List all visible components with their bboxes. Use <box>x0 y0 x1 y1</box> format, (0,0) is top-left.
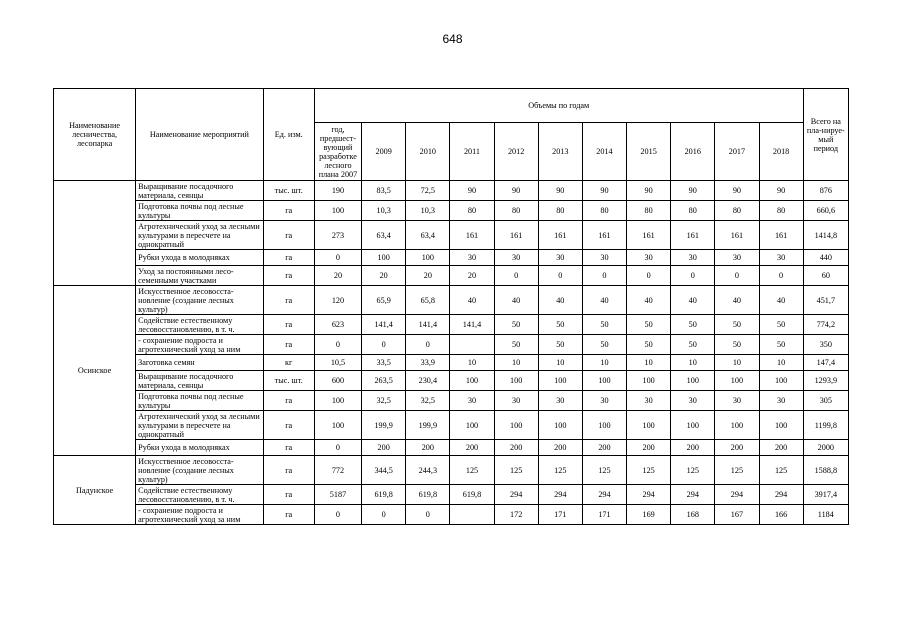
value-cell: 30 <box>538 250 582 266</box>
activity-name: Искусственное лесовосста-новление (создание лесных культур) <box>136 286 263 315</box>
value-cell: 100 <box>671 411 715 440</box>
unit-cell: га <box>263 456 314 485</box>
total-cell: 876 <box>803 181 848 201</box>
value-cell: 100 <box>627 371 671 391</box>
value-cell: 0 <box>314 505 361 525</box>
header-year: 2009 <box>362 123 406 181</box>
value-cell: 90 <box>627 181 671 201</box>
value-cell: 100 <box>406 250 450 266</box>
table-row <box>54 391 849 411</box>
value-cell: 100 <box>582 411 626 440</box>
unit-cell: га <box>263 201 314 221</box>
value-cell: 200 <box>671 440 715 456</box>
unit-cell: га <box>263 335 314 355</box>
table-row <box>54 201 849 221</box>
total-cell: 774,2 <box>803 315 848 335</box>
value-cell: 141,4 <box>406 315 450 335</box>
activity-name: Заготовка семян <box>136 355 263 371</box>
total-cell: 3917,4 <box>803 485 848 505</box>
value-cell: 33,5 <box>362 355 406 371</box>
value-cell: 30 <box>715 391 759 411</box>
forestry-name <box>54 181 136 286</box>
value-cell: 166 <box>759 505 803 525</box>
activity-name: Подготовка почвы под лесные культуры <box>136 201 263 221</box>
value-cell: 90 <box>671 181 715 201</box>
value-cell: 161 <box>494 221 538 250</box>
value-cell: 294 <box>715 485 759 505</box>
value-cell: 623 <box>314 315 361 335</box>
total-cell: 2000 <box>803 440 848 456</box>
unit-cell: га <box>263 286 314 315</box>
value-cell: 200 <box>627 440 671 456</box>
unit-cell: га <box>263 411 314 440</box>
value-cell: 171 <box>582 505 626 525</box>
value-cell: 0 <box>362 505 406 525</box>
total-cell: 1293,9 <box>803 371 848 391</box>
value-cell: 0 <box>314 335 361 355</box>
activity-name: - сохранение подроста и агротехнический уход за ним <box>136 335 263 355</box>
value-cell: 100 <box>494 371 538 391</box>
value-cell: 120 <box>314 286 361 315</box>
activity-name: - сохранение подроста и агротехнический уход за ним <box>136 505 263 525</box>
value-cell: 10 <box>450 355 494 371</box>
value-cell: 32,5 <box>362 391 406 411</box>
value-cell: 619,8 <box>406 485 450 505</box>
value-cell: 230,4 <box>406 371 450 391</box>
value-cell: 10 <box>582 355 626 371</box>
value-cell: 100 <box>715 411 759 440</box>
value-cell: 10 <box>538 355 582 371</box>
value-cell: 80 <box>759 201 803 221</box>
value-cell: 125 <box>450 456 494 485</box>
table-row <box>54 456 849 485</box>
table-row <box>54 335 849 355</box>
header-volumes: Объемы по годам <box>314 89 803 123</box>
value-cell: 72,5 <box>406 181 450 201</box>
value-cell: 100 <box>627 411 671 440</box>
value-cell: 294 <box>582 485 626 505</box>
value-cell: 161 <box>715 221 759 250</box>
value-cell: 30 <box>627 391 671 411</box>
value-cell: 10 <box>715 355 759 371</box>
activity-name: Содействие естественному лесовосстановлению, в т. ч. <box>136 485 263 505</box>
value-cell: 30 <box>538 391 582 411</box>
value-cell: 619,8 <box>362 485 406 505</box>
value-cell: 161 <box>450 221 494 250</box>
total-cell: 440 <box>803 250 848 266</box>
unit-cell: га <box>263 440 314 456</box>
value-cell: 100 <box>494 411 538 440</box>
header-forestry: Наименование лесничества, лесопарка <box>54 89 136 181</box>
value-cell: 80 <box>715 201 759 221</box>
value-cell: 80 <box>582 201 626 221</box>
value-cell: 100 <box>450 411 494 440</box>
value-cell: 90 <box>494 181 538 201</box>
table-row <box>54 315 849 335</box>
value-cell: 0 <box>538 266 582 286</box>
value-cell: 161 <box>671 221 715 250</box>
value-cell: 63,4 <box>406 221 450 250</box>
value-cell: 100 <box>759 411 803 440</box>
value-cell: 20 <box>450 266 494 286</box>
value-cell: 161 <box>538 221 582 250</box>
value-cell: 125 <box>538 456 582 485</box>
value-cell: 294 <box>759 485 803 505</box>
value-cell: 171 <box>538 505 582 525</box>
table-row <box>54 355 849 371</box>
table-row <box>54 181 849 201</box>
value-cell: 40 <box>450 286 494 315</box>
table-row <box>54 371 849 391</box>
total-cell: 305 <box>803 391 848 411</box>
value-cell: 30 <box>759 250 803 266</box>
value-cell: 190 <box>314 181 361 201</box>
table-row <box>54 266 849 286</box>
value-cell: 5187 <box>314 485 361 505</box>
value-cell: 200 <box>715 440 759 456</box>
value-cell: 0 <box>671 266 715 286</box>
activity-name: Рубки ухода в молодняках <box>136 440 263 456</box>
value-cell: 169 <box>627 505 671 525</box>
value-cell: 344,5 <box>362 456 406 485</box>
value-cell: 294 <box>538 485 582 505</box>
unit-cell: га <box>263 485 314 505</box>
value-cell: 65,8 <box>406 286 450 315</box>
value-cell: 50 <box>582 335 626 355</box>
total-cell: 1588,8 <box>803 456 848 485</box>
value-cell: 80 <box>627 201 671 221</box>
value-cell: 90 <box>582 181 626 201</box>
unit-cell: кг <box>263 355 314 371</box>
value-cell: 30 <box>627 250 671 266</box>
value-cell: 200 <box>759 440 803 456</box>
value-cell: 30 <box>715 250 759 266</box>
value-cell: 30 <box>671 391 715 411</box>
value-cell: 20 <box>314 266 361 286</box>
header-year: 2011 <box>450 123 494 181</box>
total-cell: 147,4 <box>803 355 848 371</box>
value-cell: 244,3 <box>406 456 450 485</box>
table-row <box>54 250 849 266</box>
value-cell: 200 <box>494 440 538 456</box>
value-cell: 10,3 <box>362 201 406 221</box>
value-cell: 10 <box>759 355 803 371</box>
forestry-plan-table <box>53 88 849 525</box>
value-cell: 161 <box>627 221 671 250</box>
value-cell: 0 <box>314 440 361 456</box>
value-cell: 10 <box>627 355 671 371</box>
header-year: 2016 <box>671 123 715 181</box>
value-cell: 294 <box>627 485 671 505</box>
value-cell: 40 <box>759 286 803 315</box>
header-total: Всего на пла-нируе-мый период <box>803 89 848 181</box>
value-cell: 80 <box>494 201 538 221</box>
value-cell: 125 <box>759 456 803 485</box>
value-cell: 600 <box>314 371 361 391</box>
unit-cell: га <box>263 250 314 266</box>
activity-name: Рубки ухода в молодняках <box>136 250 263 266</box>
value-cell: 50 <box>538 335 582 355</box>
value-cell: 125 <box>715 456 759 485</box>
table-row <box>54 485 849 505</box>
value-cell: 90 <box>450 181 494 201</box>
value-cell: 125 <box>627 456 671 485</box>
value-cell: 263,5 <box>362 371 406 391</box>
value-cell: 90 <box>759 181 803 201</box>
value-cell: 0 <box>406 335 450 355</box>
value-cell: 80 <box>671 201 715 221</box>
activity-name: Выращивание посадочного материала, сеянцы <box>136 181 263 201</box>
value-cell: 32,5 <box>406 391 450 411</box>
value-cell: 30 <box>450 250 494 266</box>
value-cell: 50 <box>671 315 715 335</box>
value-cell: 50 <box>582 315 626 335</box>
header-activity: Наименование мероприятий <box>136 89 263 181</box>
header-year: 2017 <box>715 123 759 181</box>
value-cell: 199,9 <box>406 411 450 440</box>
total-cell: 350 <box>803 335 848 355</box>
value-cell: 90 <box>538 181 582 201</box>
value-cell: 200 <box>450 440 494 456</box>
unit-cell: га <box>263 391 314 411</box>
value-cell: 100 <box>314 411 361 440</box>
value-cell: 125 <box>582 456 626 485</box>
activity-name: Уход за постоянными лесо-семенными участками <box>136 266 263 286</box>
activity-name: Агротехнический уход за лесными культурами в пересчете на однократный <box>136 411 263 440</box>
value-cell: 125 <box>494 456 538 485</box>
activity-name: Агротехнический уход за лесными культурами в пересчете на однократный <box>136 221 263 250</box>
value-cell: 30 <box>582 391 626 411</box>
value-cell: 100 <box>450 371 494 391</box>
total-cell: 60 <box>803 266 848 286</box>
value-cell: 199,9 <box>362 411 406 440</box>
total-cell: 451,7 <box>803 286 848 315</box>
value-cell: 167 <box>715 505 759 525</box>
value-cell: 50 <box>671 335 715 355</box>
header-year: 2014 <box>582 123 626 181</box>
value-cell: 273 <box>314 221 361 250</box>
forestry-name: Падунское <box>54 456 136 525</box>
value-cell: 30 <box>450 391 494 411</box>
table-row <box>54 221 849 250</box>
value-cell: 40 <box>494 286 538 315</box>
table-row <box>54 440 849 456</box>
value-cell <box>450 505 494 525</box>
header-year: 2018 <box>759 123 803 181</box>
value-cell: 90 <box>715 181 759 201</box>
value-cell: 50 <box>627 315 671 335</box>
unit-cell: га <box>263 266 314 286</box>
value-cell: 50 <box>715 315 759 335</box>
header-year: 2010 <box>406 123 450 181</box>
value-cell: 10 <box>671 355 715 371</box>
value-cell: 100 <box>314 201 361 221</box>
value-cell: 100 <box>314 391 361 411</box>
value-cell: 200 <box>406 440 450 456</box>
value-cell: 30 <box>494 391 538 411</box>
value-cell: 10,3 <box>406 201 450 221</box>
total-cell: 660,6 <box>803 201 848 221</box>
value-cell: 30 <box>494 250 538 266</box>
value-cell: 100 <box>715 371 759 391</box>
value-cell: 772 <box>314 456 361 485</box>
value-cell: 619,8 <box>450 485 494 505</box>
value-cell: 50 <box>759 335 803 355</box>
table-row <box>54 286 849 315</box>
value-cell: 65,9 <box>362 286 406 315</box>
unit-cell: тыс. шт. <box>263 371 314 391</box>
activity-name: Подготовка почвы под лесные культуры <box>136 391 263 411</box>
value-cell: 50 <box>494 315 538 335</box>
value-cell: 30 <box>671 250 715 266</box>
value-cell: 141,4 <box>450 315 494 335</box>
value-cell: 200 <box>362 440 406 456</box>
unit-cell: га <box>263 221 314 250</box>
value-cell: 0 <box>759 266 803 286</box>
activity-name: Содействие естественному лесовосстановлению, в т. ч. <box>136 315 263 335</box>
value-cell: 40 <box>582 286 626 315</box>
value-cell: 0 <box>494 266 538 286</box>
value-cell: 33,9 <box>406 355 450 371</box>
value-cell: 40 <box>627 286 671 315</box>
header-unit: Ед. изм. <box>263 89 314 181</box>
value-cell: 50 <box>627 335 671 355</box>
value-cell: 100 <box>759 371 803 391</box>
value-cell: 63,4 <box>362 221 406 250</box>
table-row <box>54 505 849 525</box>
value-cell: 294 <box>494 485 538 505</box>
value-cell: 50 <box>759 315 803 335</box>
total-cell: 1414,8 <box>803 221 848 250</box>
value-cell: 30 <box>759 391 803 411</box>
value-cell: 200 <box>582 440 626 456</box>
value-cell: 0 <box>314 250 361 266</box>
header-year: 2012 <box>494 123 538 181</box>
value-cell: 125 <box>671 456 715 485</box>
value-cell: 83,5 <box>362 181 406 201</box>
value-cell: 10,5 <box>314 355 361 371</box>
value-cell: 100 <box>538 371 582 391</box>
value-cell: 100 <box>582 371 626 391</box>
header-year: 2015 <box>627 123 671 181</box>
activity-name: Выращивание посадочного материала, сеянцы <box>136 371 263 391</box>
value-cell: 30 <box>582 250 626 266</box>
total-cell: 1184 <box>803 505 848 525</box>
table-row <box>54 411 849 440</box>
value-cell: 200 <box>538 440 582 456</box>
value-cell: 0 <box>362 335 406 355</box>
value-cell: 40 <box>671 286 715 315</box>
unit-cell: га <box>263 505 314 525</box>
value-cell: 0 <box>715 266 759 286</box>
value-cell: 80 <box>538 201 582 221</box>
value-cell: 141,4 <box>362 315 406 335</box>
value-cell <box>450 335 494 355</box>
value-cell: 161 <box>759 221 803 250</box>
value-cell: 294 <box>671 485 715 505</box>
forestry-name: Осинское <box>54 286 136 456</box>
value-cell: 100 <box>538 411 582 440</box>
value-cell: 40 <box>715 286 759 315</box>
value-cell: 161 <box>582 221 626 250</box>
value-cell: 100 <box>671 371 715 391</box>
value-cell: 168 <box>671 505 715 525</box>
unit-cell: га <box>263 315 314 335</box>
value-cell: 50 <box>715 335 759 355</box>
value-cell: 0 <box>406 505 450 525</box>
header-year: год, предшест-вующий разработке лесного плана 2007 <box>314 123 361 181</box>
value-cell: 20 <box>362 266 406 286</box>
unit-cell: тыс. шт. <box>263 181 314 201</box>
page-number: 648 <box>442 32 463 46</box>
value-cell: 50 <box>494 335 538 355</box>
total-cell: 1199,8 <box>803 411 848 440</box>
header-year: 2013 <box>538 123 582 181</box>
value-cell: 100 <box>362 250 406 266</box>
value-cell: 172 <box>494 505 538 525</box>
value-cell: 80 <box>450 201 494 221</box>
value-cell: 20 <box>406 266 450 286</box>
value-cell: 0 <box>582 266 626 286</box>
value-cell: 50 <box>538 315 582 335</box>
value-cell: 10 <box>494 355 538 371</box>
value-cell: 0 <box>627 266 671 286</box>
value-cell: 40 <box>538 286 582 315</box>
activity-name: Искусственное лесовосста-новление (создание лесных культур) <box>136 456 263 485</box>
